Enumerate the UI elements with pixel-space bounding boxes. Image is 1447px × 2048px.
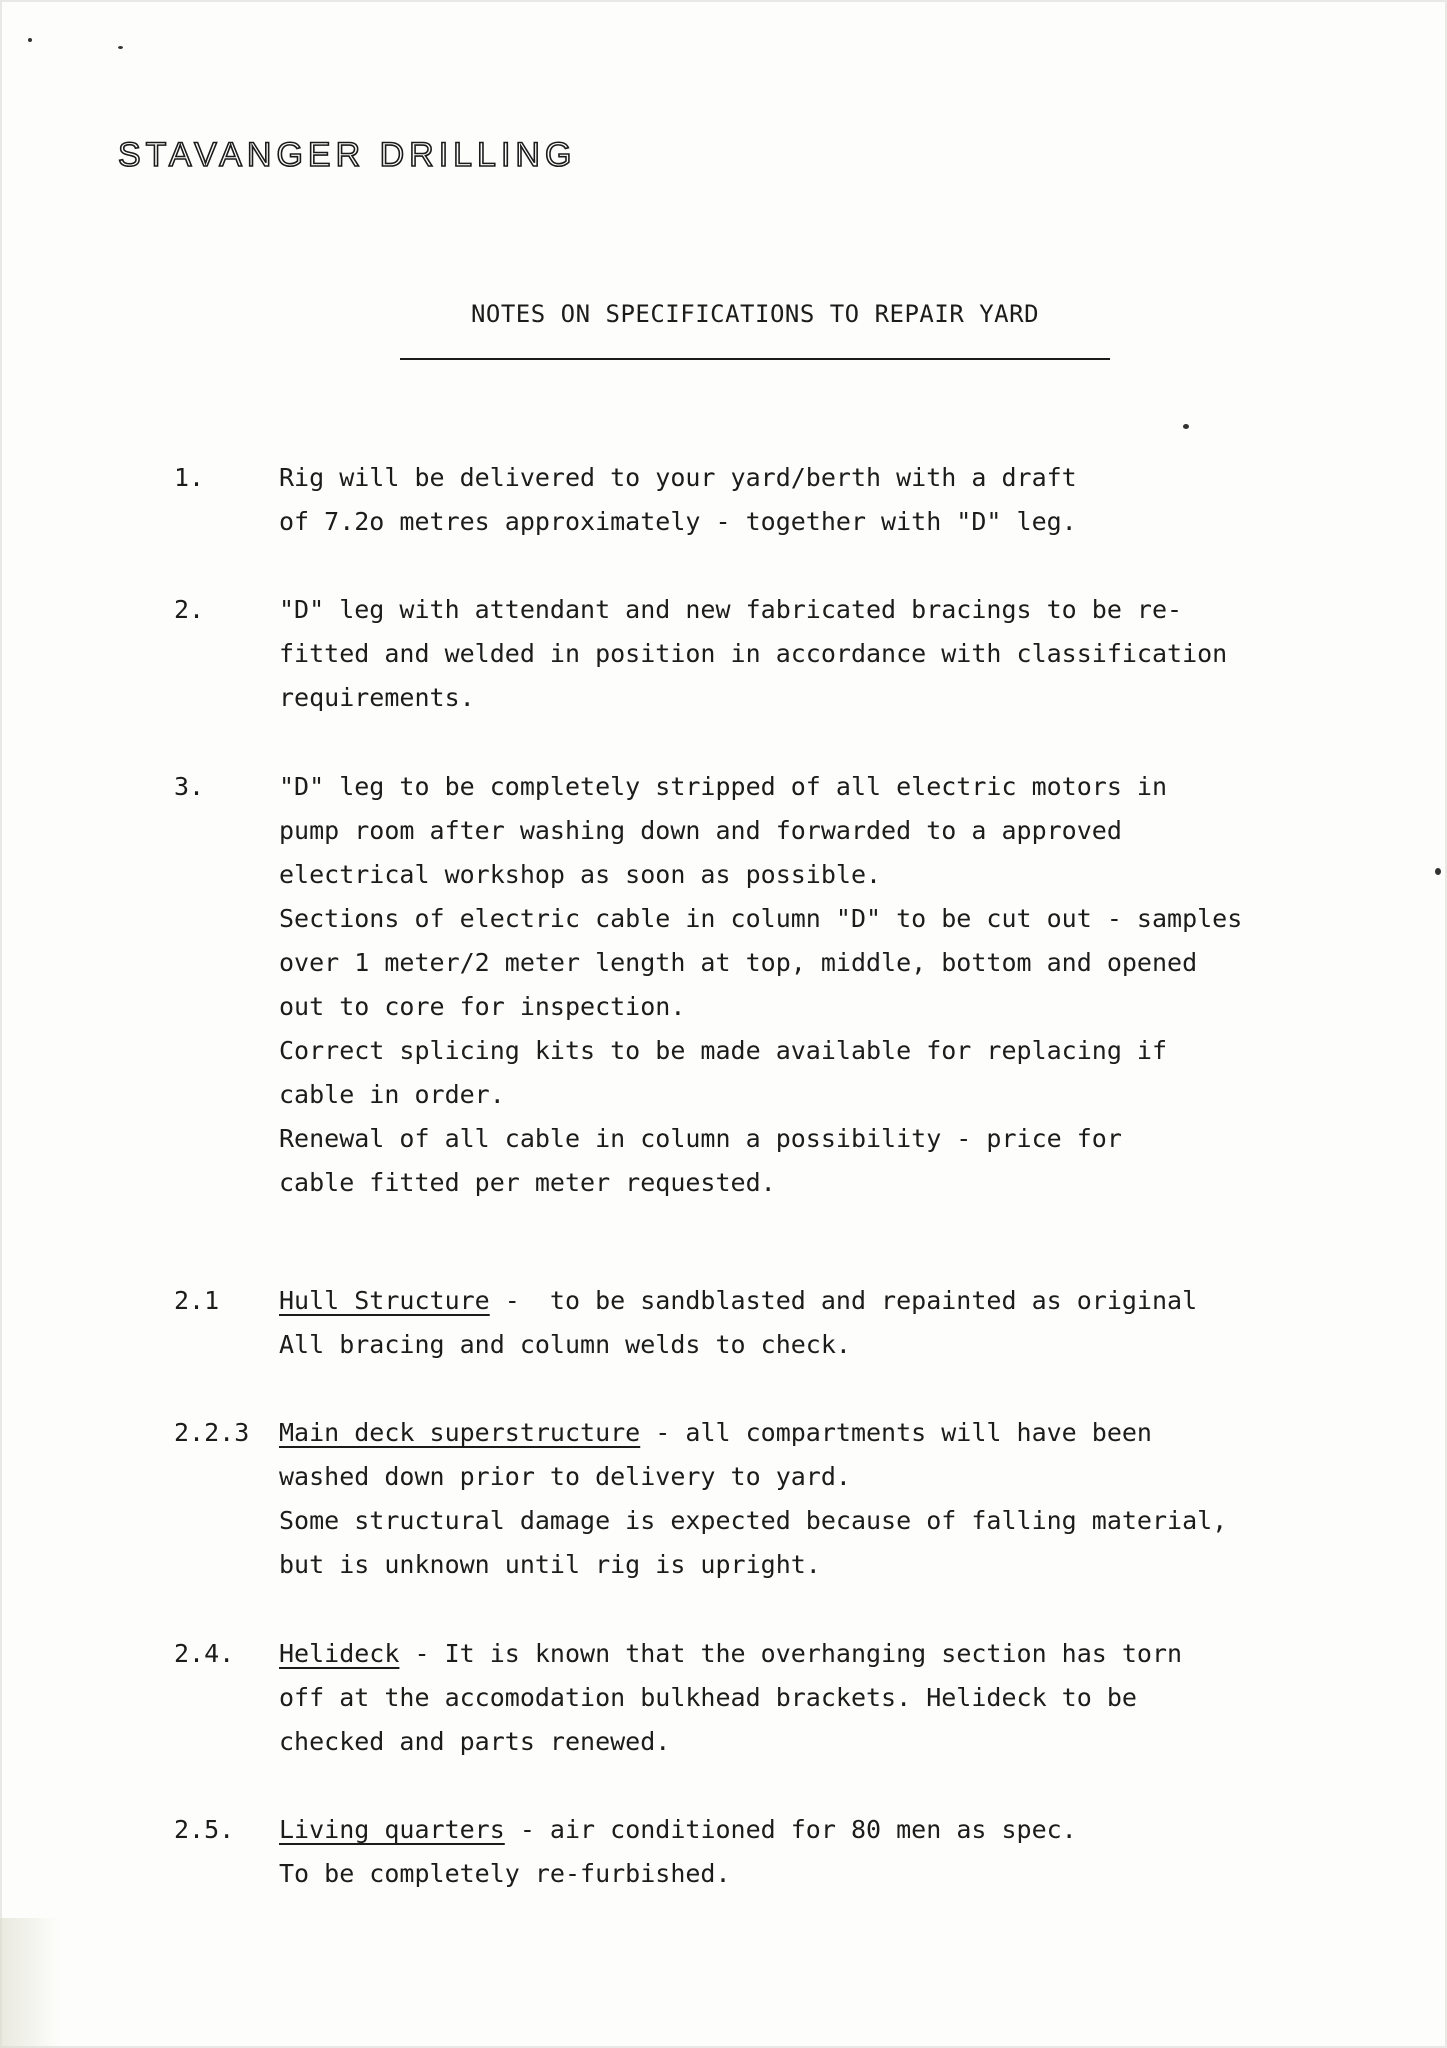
section-heading: Helideck [279,1639,400,1668]
scan-speck [118,46,123,49]
item-line: off at the accomodation bulkhead brackets. Helideck to be [279,1683,1137,1712]
section-heading: Hull Structure [279,1286,490,1315]
item-body [279,1411,1419,1587]
item-first-line [279,1632,1419,1676]
scan-speck [1435,868,1441,875]
item-body [279,456,1419,544]
item-line: electrical workshop as soon as possible. [279,860,882,889]
item-line: fitted and welded in position in accordance with classification [279,639,1228,668]
item-body [279,765,1419,1205]
section-heading: Living quarters [279,1815,505,1844]
item-line: checked and parts renewed. [279,1727,671,1756]
item-line: To be completely re-furbished. [279,1859,731,1888]
scan-speck [1183,424,1189,429]
item-line: washed down prior to delivery to yard. [279,1462,851,1491]
item-body [279,1632,1419,1764]
item-line: but is unknown until rig is upright. [279,1550,821,1579]
item-line: Renewal of all cable in column a possibility - price for [279,1124,1122,1153]
item-line: Correct splicing kits to be made available for replacing if [279,1036,1168,1065]
item-number: 2. [174,595,205,624]
scan-speck [28,38,32,42]
item-line: of 7.2o metres approximately - together with "D" leg. [279,507,1077,536]
item-line: Some structural damage is expected because of falling material, [279,1506,1228,1535]
document-title: NOTES ON SPECIFICATIONS TO REPAIR YARD [470,300,1040,328]
item-line: Rig will be delivered to your yard/berth with a draft [279,463,1077,492]
item-number: 2.5. [174,1815,235,1844]
item-line: cable in order. [279,1080,505,1109]
item-line: cable fitted per meter requested. [279,1168,776,1197]
item-first-line [279,1808,1419,1852]
item-number: 1. [174,463,205,492]
item-line: pump room after washing down and forwarded to a approved [279,816,1122,845]
letterhead-logo: STAVANGER DRILLING [118,136,577,174]
item-line: out to core for inspection. [279,992,686,1021]
item-body [279,588,1419,720]
title-underline [400,358,1110,360]
item-body [279,1808,1419,1896]
item-number: 2.4. [174,1639,235,1668]
scan-edge-shadow [0,1918,60,2048]
item-body [279,1279,1419,1367]
item-number: 3. [174,772,205,801]
item-line: requirements. [279,683,475,712]
item-line: "D" leg with attendant and new fabricated bracings to be re- [279,595,1183,624]
item-number: 2.2.3 [174,1418,250,1447]
item-line: over 1 meter/2 meter length at top, middle, bottom and opened [279,948,1198,977]
item-line: All bracing and column welds to check. [279,1330,851,1359]
item-first-line [279,1279,1419,1323]
item-line: Sections of electric cable in column "D" to be cut out - samples [279,904,1243,933]
item-number: 2.1 [174,1286,220,1315]
item-line-rest: - It is known that the overhanging section has torn [399,1639,1183,1668]
item-line: "D" leg to be completely stripped of all electric motors in [279,772,1168,801]
item-line-rest: - air conditioned for 80 men as spec. [504,1815,1077,1844]
section-heading: Main deck superstructure [279,1418,641,1447]
item-first-line [279,1411,1419,1455]
item-line-rest: - all compartments will have been [640,1418,1152,1447]
item-line-rest: - to be sandblasted and repainted as original [489,1286,1198,1315]
